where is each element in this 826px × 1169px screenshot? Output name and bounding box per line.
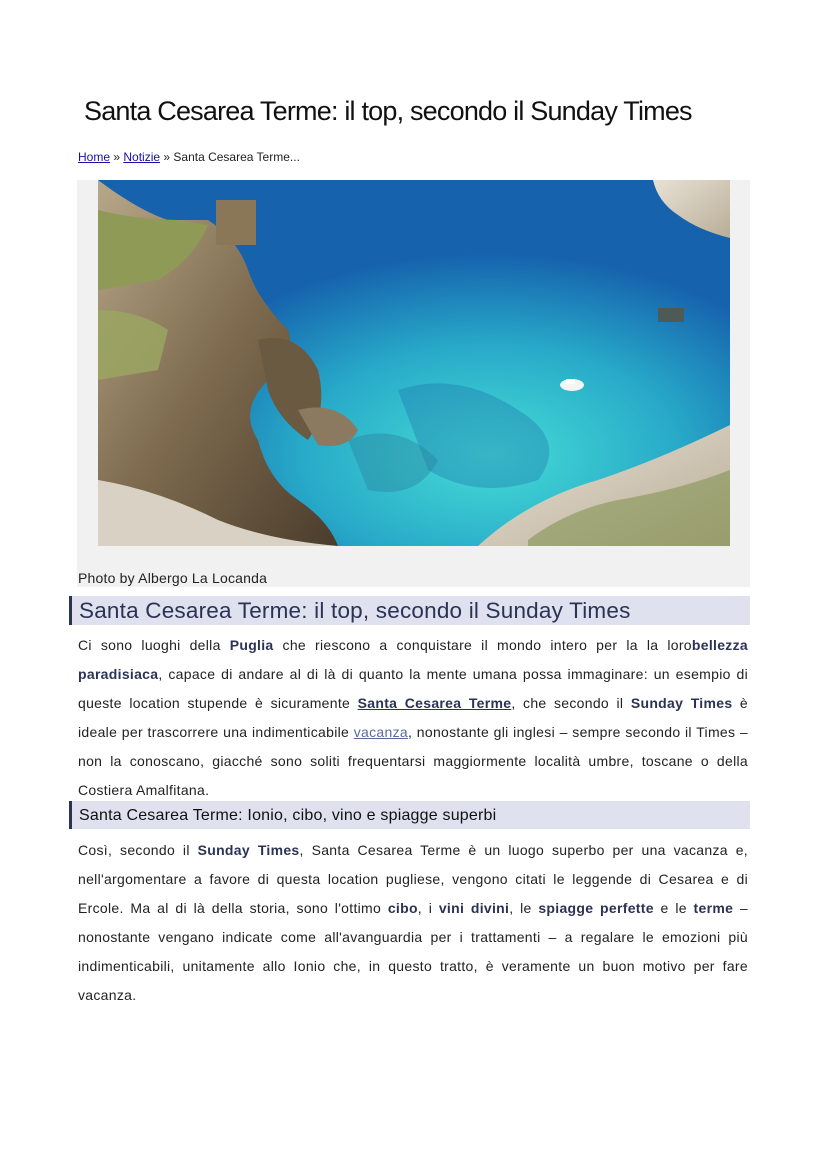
article-paragraph: Ci sono luoghi della Puglia che riescono a conquistare il mondo intero per la la lorobellezza paradisiaca, capace di andare al di là di quanto la mente umana possa immaginare: un esempio di queste location stupende è sicuramente Santa Cesarea Terme, che secondo il Sunday Times è ideale per trascorrere una indimenticabile vacanza, nonostante gli inglesi – sempre secondo il Times – non la conoscano, giacché sono soliti frequentarsi maggiormente località umbre, toscane o della Costiera Amalfitana.: [78, 637, 749, 798]
page-title: Santa Cesarea Terme: il top, secondo il Sunday Times: [84, 96, 692, 126]
breadcrumb-separator: »: [110, 150, 124, 164]
section-heading: Santa Cesarea Terme: il top, secondo il Sunday Times: [69, 596, 750, 625]
coast-photo: [98, 180, 730, 546]
vacanza-link[interactable]: vacanza: [353, 724, 408, 740]
breadcrumb-separator: »: [160, 150, 174, 164]
article-paragraph: Così, secondo il Sunday Times, Santa Cesarea Terme è un luogo superbo per una vacanza e, nell'argomentare a favore di questa location pugliese, vengono citati le leggende di Cesarea e di Ercole. Ma al di là della storia, sono l'ottimo cibo, i vini divini, le spiagge perfette e le terme – nonostante vengano indicate come all'avanguardia per i trattamenti – a regalare le emozioni più indimenticabili, unitamente allo Ionio che, in questo tratto, è veramente un buon motivo per fare vacanza.: [78, 842, 748, 1003]
article-figure: [77, 180, 750, 587]
subsection-heading: Santa Cesarea Terme: Ionio, cibo, vino e spiagge superbi: [69, 801, 750, 829]
breadcrumb-home-link[interactable]: Home: [78, 150, 111, 164]
photo-caption: Photo by Albergo La Locanda: [78, 570, 268, 586]
breadcrumb-news-link[interactable]: Notizie: [123, 150, 161, 164]
santa-cesarea-link[interactable]: Santa Cesarea Terme: [357, 695, 512, 711]
breadcrumb-current: Santa Cesarea Terme...: [173, 150, 300, 164]
breadcrumb: [78, 150, 300, 164]
